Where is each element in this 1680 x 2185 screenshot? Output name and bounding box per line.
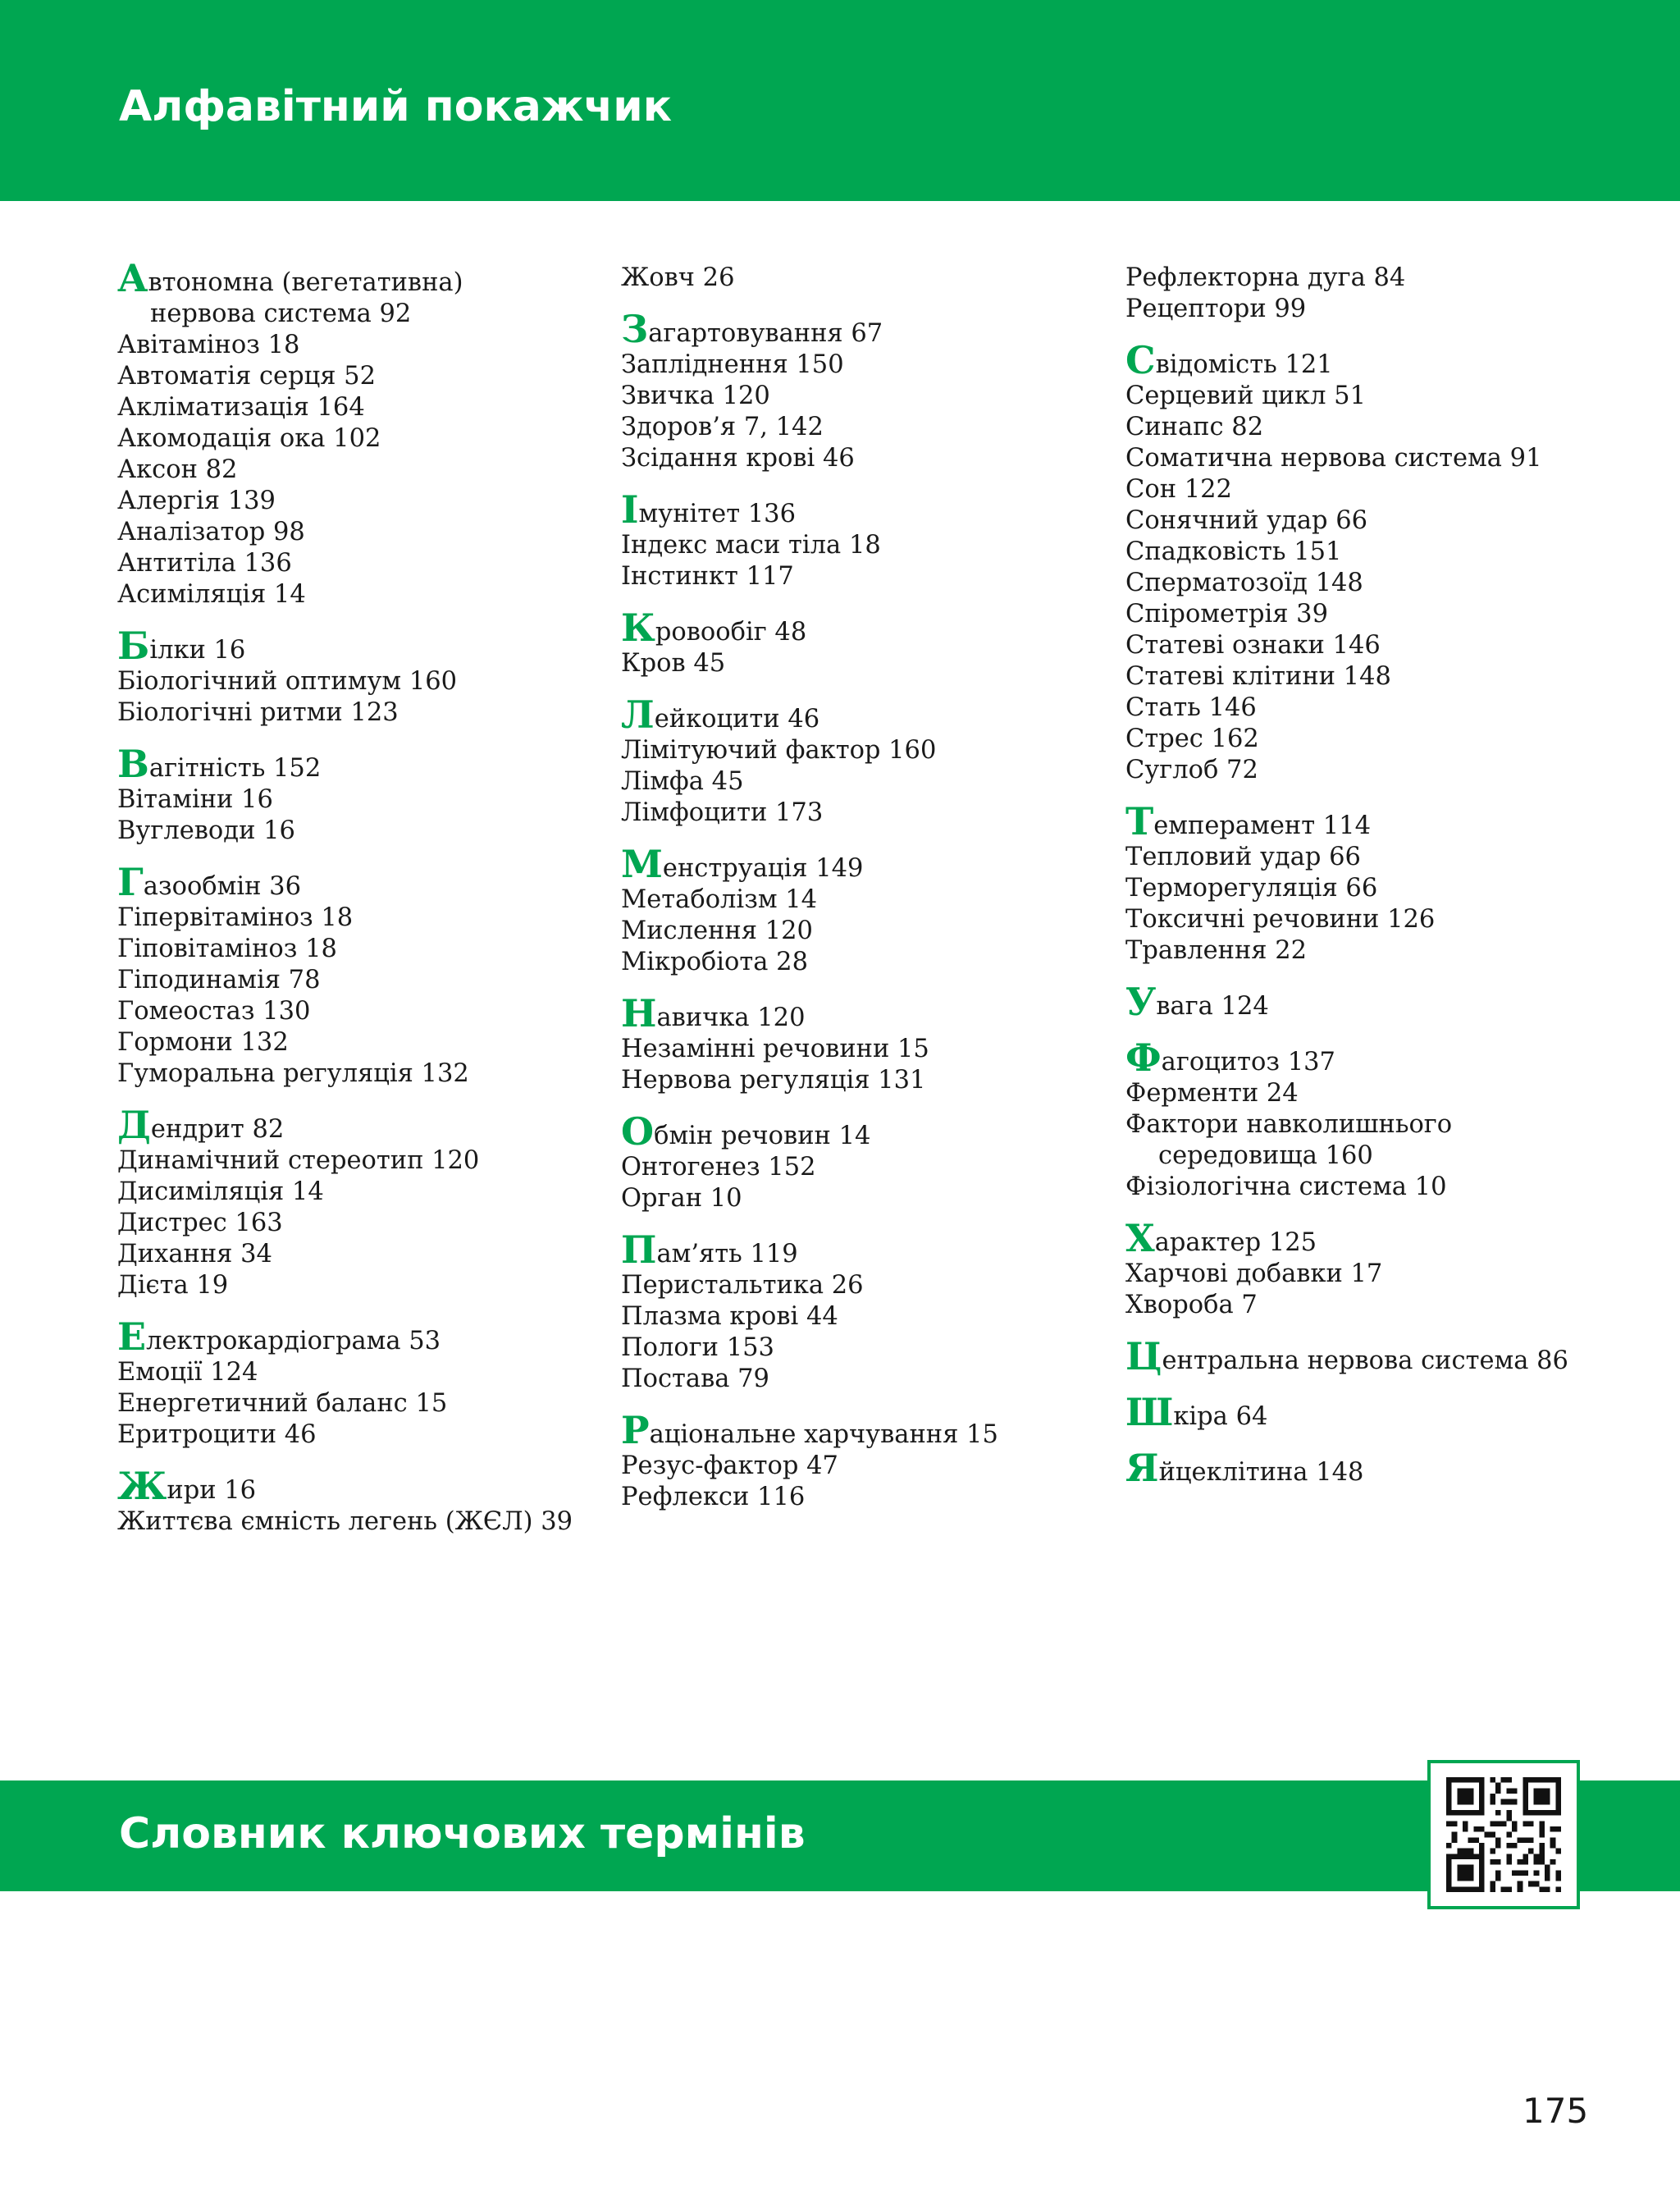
index-entry [117, 666, 593, 697]
index-entry-text: аціональне харчування 15 [649, 1420, 998, 1449]
index-entry-text: Дихання 34 [117, 1240, 272, 1268]
index-letter-group [621, 307, 1097, 474]
index-letter-group [117, 742, 593, 847]
index-entry-text: лектрокардіограма 53 [146, 1327, 441, 1355]
index-letter-group [1125, 338, 1618, 786]
index-entry [117, 624, 593, 668]
index-entry [621, 412, 1097, 443]
index-entry-text: Дистрес 163 [117, 1209, 283, 1237]
index-entry [1125, 630, 1618, 661]
index-entry [117, 1103, 593, 1147]
index-letter-group [1125, 980, 1618, 1024]
index-initial-letter: А [117, 256, 148, 300]
index-entry-text: Біологічний оптимум 160 [117, 667, 458, 696]
index-entry-text: Гіподинамія 78 [117, 966, 321, 994]
index-initial-letter: О [621, 1109, 655, 1154]
index-entry-text: Алергія 139 [117, 487, 276, 515]
index-entry [621, 1152, 1097, 1183]
index-letter-group [1125, 1334, 1618, 1378]
index-entry [117, 742, 593, 786]
index-entry [621, 1408, 1097, 1452]
index-entry [1125, 935, 1618, 967]
index-entry [621, 381, 1097, 412]
index-entry [1125, 842, 1618, 873]
index-entry-text: Біологічні ритми 123 [117, 698, 399, 727]
index-entry-text: Серцевий цикл 51 [1125, 382, 1366, 410]
index-entry-text: Сонячний удар 66 [1125, 506, 1368, 535]
index-entry-text: Автоматія серця 52 [117, 362, 376, 391]
index-entry [117, 548, 593, 579]
index-entry-text: Нервова регуляція 131 [621, 1066, 926, 1095]
index-initial-letter: К [621, 606, 655, 650]
index-entry [117, 1357, 593, 1388]
index-entry-text: Плазма крові 44 [621, 1302, 838, 1331]
index-entry [621, 1109, 1097, 1154]
index-entry [621, 1332, 1097, 1364]
index-entry-text: ам’ять 119 [656, 1240, 798, 1268]
index-entry-text: азообмін 36 [143, 872, 301, 901]
index-entry [117, 1058, 593, 1090]
index-entry-text: арактер 125 [1154, 1228, 1317, 1257]
index-entry-text: відомість 121 [1155, 350, 1333, 379]
index-entry [1125, 755, 1618, 786]
index-initial-letter: Б [117, 624, 150, 668]
index-entry-text: Гуморальна регуляція 132 [117, 1059, 469, 1088]
index-letter-group [621, 1408, 1097, 1513]
index-entry-text: йцеклітина 148 [1158, 1458, 1364, 1487]
index-entry [1125, 1216, 1618, 1260]
index-entry [117, 934, 593, 965]
index-entry [117, 361, 593, 392]
index-entry-text: Пологи 153 [621, 1333, 774, 1362]
index-entry-text: Жовч 26 [621, 263, 735, 292]
index-entry-text: вага 124 [1156, 992, 1269, 1021]
index-entry-text: Постава 79 [621, 1364, 769, 1393]
index-letter-group [117, 624, 593, 729]
index-entry [1125, 980, 1618, 1024]
index-entry [621, 1451, 1097, 1482]
index-entry [1125, 1259, 1618, 1290]
index-entry [621, 606, 1097, 650]
index-entry [1125, 1035, 1618, 1080]
index-entry-text: Зсідання крові 46 [621, 444, 855, 473]
page-number: 175 [1522, 2091, 1589, 2131]
index-entry-text: Еритроцити 46 [117, 1420, 317, 1449]
index-entry-text: Токсичні речовини 126 [1125, 905, 1436, 934]
index-entry-text: Спірометрія 39 [1125, 600, 1328, 629]
index-entry-text: Харчові добавки 17 [1125, 1259, 1383, 1288]
index-entry [117, 1177, 593, 1208]
index-entry-text: Фактори навколишнього [1125, 1110, 1453, 1139]
index-entry [1125, 799, 1618, 843]
index-entry-text: Лімфа 45 [621, 767, 744, 796]
index-entry-text: агартовування 67 [648, 319, 883, 348]
index-letter-group [1125, 1446, 1618, 1490]
index-letter-group [621, 693, 1097, 829]
index-initial-letter: Ш [1125, 1390, 1174, 1434]
index-entry [117, 996, 593, 1027]
index-entry [1125, 693, 1618, 724]
index-entry-text: Соматична нервова система 91 [1125, 444, 1542, 473]
index-letter-group [621, 1227, 1097, 1395]
index-initial-letter: М [621, 842, 663, 886]
index-entry-text: Терморегуляція 66 [1125, 874, 1378, 903]
index-entry-text: Динамічний стереотип 120 [117, 1146, 480, 1175]
index-entry [1125, 1334, 1618, 1378]
index-entry-text: Метаболізм 14 [621, 885, 818, 914]
index-entry [621, 1270, 1097, 1301]
index-entry-text: Орган 10 [621, 1184, 742, 1213]
index-entry-text: Емоції 124 [117, 1358, 258, 1387]
index-entry [621, 1482, 1097, 1513]
index-entry [621, 693, 1097, 737]
index-entry-text: Лімфоцити 173 [621, 798, 824, 827]
index-entry [117, 423, 593, 455]
index-letter-group [117, 256, 593, 610]
index-letter-group [117, 1103, 593, 1301]
index-entry [621, 443, 1097, 474]
index-initial-letter: Е [117, 1314, 147, 1359]
index-entry-text: Мікробіота 28 [621, 948, 808, 976]
index-entry [1125, 1446, 1618, 1490]
index-entry [117, 256, 593, 330]
index-entry-text: Гіпервітаміноз 18 [117, 903, 354, 932]
index-entry-text: Сон 122 [1125, 475, 1232, 504]
index-entry [621, 307, 1097, 351]
index-initial-letter: Р [621, 1408, 650, 1452]
index-entry-text: енструація 149 [662, 854, 864, 883]
index-entry-text: Суглоб 72 [1125, 756, 1258, 784]
index-entry-text: Тепловий удар 66 [1125, 843, 1361, 871]
index-letter-group [117, 1314, 593, 1451]
index-entry [1125, 474, 1618, 505]
index-initial-letter: В [117, 742, 149, 786]
index-letter-group [117, 860, 593, 1090]
index-entry [117, 1270, 593, 1301]
index-entry-text: ири 16 [167, 1476, 257, 1505]
index-entry [117, 579, 593, 610]
index-entry [1125, 412, 1618, 443]
index-entry [621, 487, 1097, 532]
index-entry [117, 455, 593, 486]
index-entry [117, 1208, 593, 1239]
index-entry [1125, 904, 1618, 935]
index-entry-text: Енергетичний баланс 15 [117, 1389, 448, 1418]
index-initial-letter: Д [117, 1103, 151, 1147]
index-entry [1125, 873, 1618, 904]
index-entry-text: Життєва ємність легень (ЖЄЛ) 39 [117, 1507, 573, 1536]
index-entry-text: втономна (вегетативна) [148, 268, 463, 297]
index-entry-text: Гомеостаз 130 [117, 997, 311, 1026]
index-entry-text: Запліднення 150 [621, 350, 844, 379]
index-entry [1125, 1109, 1618, 1172]
index-letter-group [621, 263, 1097, 294]
index-entry [1125, 294, 1618, 325]
index-entry-text: Синапс 82 [1125, 413, 1264, 441]
index-entry [621, 1034, 1097, 1065]
index-entry [621, 842, 1097, 886]
index-entry-text: мунітет 136 [638, 500, 796, 528]
index-initial-letter: Л [621, 693, 655, 737]
index-letter-group [621, 1109, 1097, 1214]
index-entry-text: Дисиміляція 14 [117, 1177, 324, 1206]
index-entry-text: Фізіологічна система 10 [1125, 1172, 1447, 1201]
index-entry [1125, 537, 1618, 568]
index-entry [621, 1183, 1097, 1214]
index-entry-text: ілки 16 [149, 636, 246, 665]
index-entry-text: Рефлекси 116 [621, 1483, 806, 1511]
index-entry [1125, 1172, 1618, 1203]
index-entry [117, 860, 593, 904]
index-entry [1125, 724, 1618, 755]
index-entry-text: Резус-фактор 47 [621, 1451, 838, 1480]
index-initial-letter: Г [117, 860, 144, 904]
index-entry-text: Травлення 22 [1125, 936, 1308, 965]
index-entry-text: Звичка 120 [621, 382, 770, 410]
index-entry [1125, 443, 1618, 474]
index-entry-text: Акомодація ока 102 [117, 424, 381, 453]
index-entry [117, 1239, 593, 1270]
index-entry-text: Асиміляція 14 [117, 580, 306, 609]
index-entry-text: ейкоцити 46 [654, 705, 820, 734]
index-entry-text: Авітаміноз 18 [117, 331, 300, 359]
index-entry [1125, 661, 1618, 693]
index-entry-text: Здоров’я 7, 142 [621, 413, 824, 441]
index-letter-group [621, 991, 1097, 1096]
index-initial-letter: Х [1125, 1216, 1155, 1260]
index-initial-letter: Т [1125, 799, 1154, 843]
index-entry [117, 1145, 593, 1177]
index-entry-text: Гіповітаміноз 18 [117, 935, 337, 963]
index-entry-text: Рецептори 99 [1125, 295, 1307, 323]
index-entry [1125, 568, 1618, 599]
index-letter-group [1125, 263, 1618, 325]
index-entry-text: Дієта 19 [117, 1271, 229, 1300]
index-letter-group [1125, 1216, 1618, 1321]
index-entry-continuation: нервова система 92 [150, 299, 412, 328]
index-entry [117, 903, 593, 934]
index-entry [117, 816, 593, 847]
index-entry [117, 330, 593, 361]
index-entry-text: агітність 152 [148, 754, 322, 783]
index-entry-text: Акліматизація 164 [117, 393, 365, 422]
index-entry [621, 991, 1097, 1035]
index-entry-text: Сперматозоїд 148 [1125, 569, 1363, 597]
index-entry [117, 965, 593, 996]
index-entry-text: ентральна нервова система 86 [1162, 1346, 1568, 1375]
index-entry-text: Хвороба 7 [1125, 1291, 1258, 1319]
index-entry-text: Ферменти 24 [1125, 1079, 1299, 1108]
index-entry-text: Стрес 162 [1125, 725, 1259, 753]
index-entry [621, 648, 1097, 679]
index-column-1 [117, 256, 593, 1557]
index-entry [1125, 1290, 1618, 1321]
index-entry-text: Рефлекторна дуга 84 [1125, 263, 1406, 292]
index-entry-text: Інстинкт 117 [621, 562, 794, 591]
index-entry-text: агоцитоз 137 [1161, 1048, 1335, 1077]
index-entry [1125, 1078, 1618, 1109]
index-initial-letter: С [1125, 338, 1156, 382]
index-entry [1125, 338, 1618, 382]
index-entry-text: Статеві клітини 148 [1125, 662, 1391, 691]
index-entry [621, 947, 1097, 978]
index-entry [117, 784, 593, 816]
index-letter-group [1125, 1035, 1618, 1203]
index-entry-text: Кров 45 [621, 649, 726, 678]
index-initial-letter: І [621, 487, 639, 532]
index-entry-text: Мислення 120 [621, 917, 813, 945]
index-initial-letter: Н [621, 991, 657, 1035]
index-entry-text: Онтогенез 152 [621, 1153, 816, 1182]
glossary-title: Словник ключових термінів [119, 1809, 806, 1858]
page-title: Алфавітний покажчик [119, 82, 672, 131]
index-entry [621, 561, 1097, 592]
index-entry-text: Аксон 82 [117, 455, 238, 484]
index-entry [117, 1419, 593, 1451]
index-entry-text: бмін речовин 14 [654, 1122, 871, 1150]
index-entry [117, 1314, 593, 1359]
index-entry [117, 517, 593, 548]
index-entry-text: авичка 120 [656, 1003, 806, 1032]
index-entry-text: Спадковість 151 [1125, 537, 1342, 566]
index-entry [621, 735, 1097, 766]
index-entry-text: ровообіг 48 [655, 618, 807, 647]
index-entry [1125, 381, 1618, 412]
index-initial-letter: Ж [117, 1464, 167, 1508]
index-entry-text: Стать 146 [1125, 693, 1257, 722]
index-entry-text: ендрит 82 [150, 1115, 285, 1144]
index-entry [117, 1388, 593, 1419]
index-entry-text: Гормони 132 [117, 1028, 289, 1057]
index-entry-text: Індекс маси тіла 18 [621, 531, 881, 560]
index-entry [621, 350, 1097, 381]
index-entry [117, 1027, 593, 1058]
index-entry [621, 263, 1097, 294]
index-entry-text: Перистальтика 26 [621, 1271, 864, 1300]
qr-code-icon [1445, 1777, 1562, 1892]
index-letter-group [117, 1464, 593, 1538]
index-entry [1125, 505, 1618, 537]
index-entry [621, 1227, 1097, 1272]
index-entry-text: Статеві ознаки 146 [1125, 631, 1381, 660]
index-initial-letter: П [621, 1227, 657, 1272]
index-entry [621, 1364, 1097, 1395]
index-initial-letter: Ц [1125, 1334, 1162, 1378]
index-letter-group [1125, 1390, 1618, 1434]
index-entry-text: Антитіла 136 [117, 549, 292, 578]
index-letter-group [621, 842, 1097, 978]
index-column-2 [621, 263, 1097, 1533]
index-entry [621, 916, 1097, 947]
index-entry [1125, 1390, 1618, 1434]
index-entry [1125, 263, 1618, 294]
index-initial-letter: Я [1125, 1446, 1159, 1490]
index-entry [117, 1464, 593, 1508]
index-entry-text: кіра 64 [1173, 1402, 1268, 1431]
index-entry-text: Незамінні речовини 15 [621, 1035, 929, 1063]
index-entry-text: Аналізатор 98 [117, 518, 305, 546]
index-entry [117, 486, 593, 517]
index-initial-letter: У [1125, 980, 1157, 1024]
index-letter-group [1125, 799, 1618, 967]
qr-code[interactable] [1427, 1760, 1580, 1909]
index-entry [621, 530, 1097, 561]
index-entry-text: емперамент 114 [1153, 811, 1371, 840]
index-entry [117, 392, 593, 423]
index-entry [621, 1301, 1097, 1332]
index-entry [621, 1065, 1097, 1096]
index-entry [117, 1506, 593, 1538]
index-entry [621, 798, 1097, 829]
index-entry-text: Лімітуючий фактор 160 [621, 736, 937, 765]
index-entry [621, 766, 1097, 798]
index-entry-continuation: середовища 160 [1158, 1141, 1373, 1170]
index-letter-group [621, 487, 1097, 592]
header-banner [0, 0, 1680, 201]
index-entry [621, 885, 1097, 916]
index-entry-text: Вуглеводи 16 [117, 816, 295, 845]
index-letter-group [621, 606, 1097, 679]
index-column-3 [1125, 263, 1618, 1508]
index-initial-letter: З [621, 307, 649, 351]
index-entry [117, 697, 593, 729]
index-initial-letter: Ф [1125, 1035, 1162, 1080]
index-entry [1125, 599, 1618, 630]
index-entry-text: Вітаміни 16 [117, 785, 273, 814]
